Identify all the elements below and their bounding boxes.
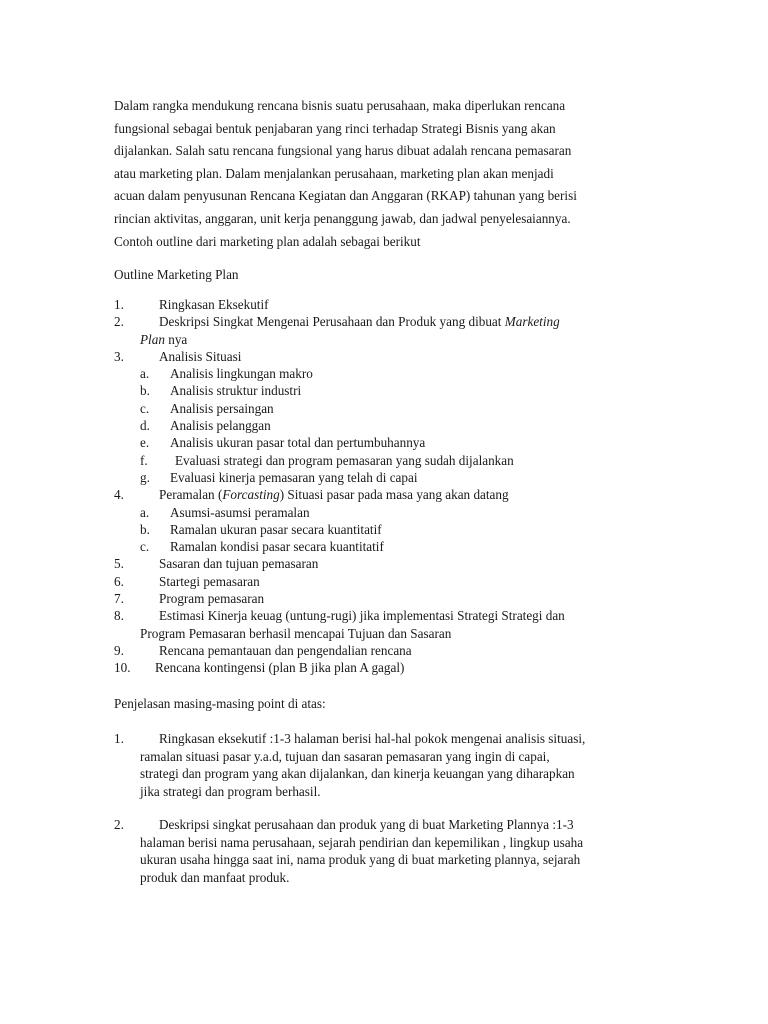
explanation-text: ramalan situasi pasar y.a.d, tujuan dan sasaran pemasaran yang ingin di capai, xyxy=(140,748,550,764)
sub-list-item xyxy=(114,538,654,555)
sub-list-letter: b. xyxy=(140,521,150,537)
sub-list-letter: b. xyxy=(140,383,150,399)
list-item xyxy=(114,659,654,676)
intro-line: acuan dalam penyusunan Rencana Kegiatan dan Anggaran (RKAP) tahunan yang berisi xyxy=(114,188,577,204)
explanation-text: Deskripsi singkat perusahaan dan produk yang di buat Marketing Plannya :1-3 xyxy=(159,817,574,832)
sub-list-letter: c. xyxy=(140,400,150,416)
list-text: Ringkasan Eksekutif xyxy=(159,297,269,312)
sub-list-item xyxy=(114,452,654,469)
sub-list-text: Analisis persaingan xyxy=(170,400,274,416)
explanation-text: ukuran usaha hingga saat ini, nama produk yang di buat marketing plannya, sejarah xyxy=(140,852,581,868)
list-item xyxy=(114,296,654,313)
sub-list-item xyxy=(114,504,654,521)
list-number: 5. xyxy=(114,556,124,572)
intro-line: Contoh outline dari marketing plan adalah sebagai berikut xyxy=(114,233,421,249)
list-item-continuation xyxy=(114,331,654,348)
sub-list-text: Ramalan ukuran pasar secara kuantitatif xyxy=(170,521,382,537)
list-text: Plan nya xyxy=(140,331,188,347)
list-number: 2. xyxy=(114,817,124,832)
list-item xyxy=(114,590,654,607)
sub-list-item xyxy=(114,400,654,417)
sub-list-letter: a. xyxy=(140,504,150,520)
list-item xyxy=(114,573,654,590)
list-number: 2. xyxy=(114,314,124,330)
sub-list-text: Evaluasi kinerja pemasaran yang telah di capai xyxy=(170,469,418,485)
list-number: 1. xyxy=(114,297,124,312)
sub-list-text: Ramalan kondisi pasar secara kuantitatif xyxy=(170,539,384,555)
list-text: Peramalan (Forcasting) Situasi pasar pada masa yang akan datang xyxy=(159,487,509,503)
intro-line: fungsional sebagai bentuk penjabaran yang rinci terhadap Strategi Bisnis yang akan xyxy=(114,120,556,136)
sub-list-item xyxy=(114,417,654,434)
explanation-heading: Penjelasan masing-masing point di atas: xyxy=(114,696,326,711)
sub-list-text: Analisis lingkungan makro xyxy=(170,366,313,382)
list-number: 4. xyxy=(114,487,124,503)
list-item xyxy=(114,486,654,503)
sub-list-letter: f. xyxy=(140,452,148,468)
explanation-text: produk dan manfaat produk. xyxy=(140,869,290,885)
list-number: 9. xyxy=(114,642,124,658)
sub-list-letter: a. xyxy=(140,366,150,382)
explanation-point-1 xyxy=(114,730,654,800)
list-number: 6. xyxy=(114,573,124,589)
explanation-text: Ringkasan eksekutif :1-3 halaman berisi hal-hal pokok mengenai analisis situasi, xyxy=(159,731,586,746)
sub-list-item xyxy=(114,521,654,538)
list-text: Estimasi Kinerja keuag (untung-rugi) jika implementasi Strategi Strategi dan xyxy=(159,608,565,624)
sub-list-text: Analisis ukuran pasar total dan pertumbuhannya xyxy=(170,435,426,451)
explanation-text: halaman berisi nama perusahaan, sejarah pendirian dan kepemilikan , lingkup usaha xyxy=(140,834,584,850)
list-number: 8. xyxy=(114,608,124,624)
sub-list-letter: g. xyxy=(140,469,150,485)
sub-list-letter: d. xyxy=(140,418,150,434)
list-number: 1. xyxy=(114,731,124,746)
sub-list-item xyxy=(114,382,654,399)
sub-list-letter: c. xyxy=(140,539,150,555)
list-item xyxy=(114,555,654,572)
list-number: 10. xyxy=(114,660,131,676)
list-item xyxy=(114,313,654,330)
intro-line: Dalam rangka mendukung rencana bisnis suatu perusahaan, maka diperlukan rencana xyxy=(114,98,566,113)
sub-list-letter: e. xyxy=(140,435,150,451)
intro-paragraph xyxy=(114,95,654,253)
sub-list-text: Analisis struktur industri xyxy=(170,383,302,399)
sub-list-text: Analisis pelanggan xyxy=(170,418,271,434)
explanation-text: strategi dan program yang akan dijalankan, dan kinerja keuangan yang diharapkan xyxy=(140,766,575,782)
list-number: 3. xyxy=(114,348,124,364)
sub-list-item xyxy=(114,469,654,486)
sub-list-item xyxy=(114,365,654,382)
list-text: Rencana kontingensi (plan B jika plan A gagal) xyxy=(155,660,405,676)
sub-list-text: Asumsi-asumsi peramalan xyxy=(170,504,310,520)
list-item xyxy=(114,607,654,624)
list-item xyxy=(114,642,654,659)
explanation-point-2 xyxy=(114,816,654,886)
intro-line: atau marketing plan. Dalam menjalankan perusahaan, marketing plan akan menjadi xyxy=(114,165,554,181)
outline-heading: Outline Marketing Plan xyxy=(114,267,239,282)
list-text: Rencana pemantauan dan pengendalian rencana xyxy=(159,642,412,658)
list-text: Sasaran dan tujuan pemasaran xyxy=(159,556,319,572)
explanation-text: jika strategi dan program berhasil. xyxy=(140,783,321,799)
list-text: Program pemasaran xyxy=(159,591,265,607)
list-text: Program Pemasaran berhasil mencapai Tujuan dan Sasaran xyxy=(140,625,452,641)
list-text: Deskripsi Singkat Mengenai Perusahaan dan Produk yang dibuat Marketing xyxy=(159,314,560,330)
list-item xyxy=(114,348,654,365)
list-text: Startegi pemasaran xyxy=(159,573,260,589)
intro-line: dijalankan. Salah satu rencana fungsional yang harus dibuat adalah rencana pemasaran xyxy=(114,143,572,159)
sub-list-item xyxy=(114,434,654,451)
intro-line: rincian aktivitas, anggaran, unit kerja penanggung jawab, dan jadwal penyelesaiannya. xyxy=(114,210,571,226)
list-item-continuation xyxy=(114,625,654,642)
list-number: 7. xyxy=(114,591,124,607)
sub-list-text: Evaluasi strategi dan program pemasaran yang sudah dijalankan xyxy=(175,452,514,468)
list-text: Analisis Situasi xyxy=(159,348,242,364)
outline-list xyxy=(114,296,654,677)
